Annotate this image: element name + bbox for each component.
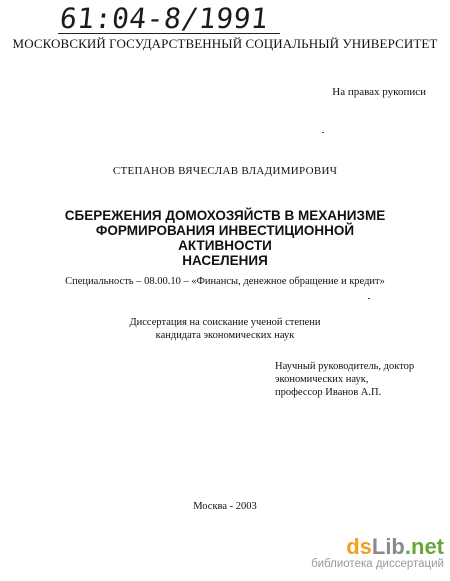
supervisor-line: профессор Иванов А.П. — [275, 387, 382, 398]
dissertation-title — [50, 208, 400, 268]
watermark-tagline: библиотека диссертаций — [311, 558, 444, 570]
specialty-line: Специальность – 08.00.10 – «Финансы, денежное обращение и кредит» — [65, 276, 385, 287]
handwritten-archive-number: 61:04-8/1991 — [58, 2, 271, 35]
dslib-watermark-logo — [311, 536, 444, 571]
title-line: НАСЕЛЕНИЯ — [182, 253, 268, 268]
university-name: МОСКОВСКИЙ ГОСУДАРСТВЕННЫЙ СОЦИАЛЬНЫЙ УНИВЕРСИТЕТ — [12, 36, 438, 51]
author-name: СТЕПАНОВ ВЯЧЕСЛАВ ВЛАДИМИРОВИЧ — [112, 165, 338, 177]
scan-speck — [322, 132, 324, 133]
archive-number-underline — [58, 33, 280, 34]
manuscript-rights-note: На правах рукописи — [332, 86, 426, 98]
watermark-lib: Lib — [371, 534, 405, 559]
degree-line: Диссертация на соискание ученой степени — [129, 317, 321, 328]
watermark-site-name — [311, 536, 444, 558]
scan-speck — [368, 298, 370, 299]
supervisor-line: Научный руководитель, доктор — [275, 361, 415, 372]
watermark-dot: . — [404, 534, 411, 559]
supervisor-line: экономических наук, — [275, 374, 369, 385]
title-line: ФОРМИРОВАНИЯ ИНВЕСТИЦИОННОЙ АКТИВНОСТИ — [95, 223, 355, 253]
city-and-year: Москва - 2003 — [193, 501, 257, 512]
degree-statement — [0, 316, 450, 342]
degree-line: кандидата экономических наук — [155, 330, 295, 341]
watermark-net: net — [411, 534, 444, 559]
watermark-ds: ds — [346, 534, 372, 559]
title-line: СБЕРЕЖЕНИЯ ДОМОХОЗЯЙСТВ В МЕХАНИЗМЕ — [64, 208, 386, 223]
scientific-supervisor — [275, 360, 445, 399]
